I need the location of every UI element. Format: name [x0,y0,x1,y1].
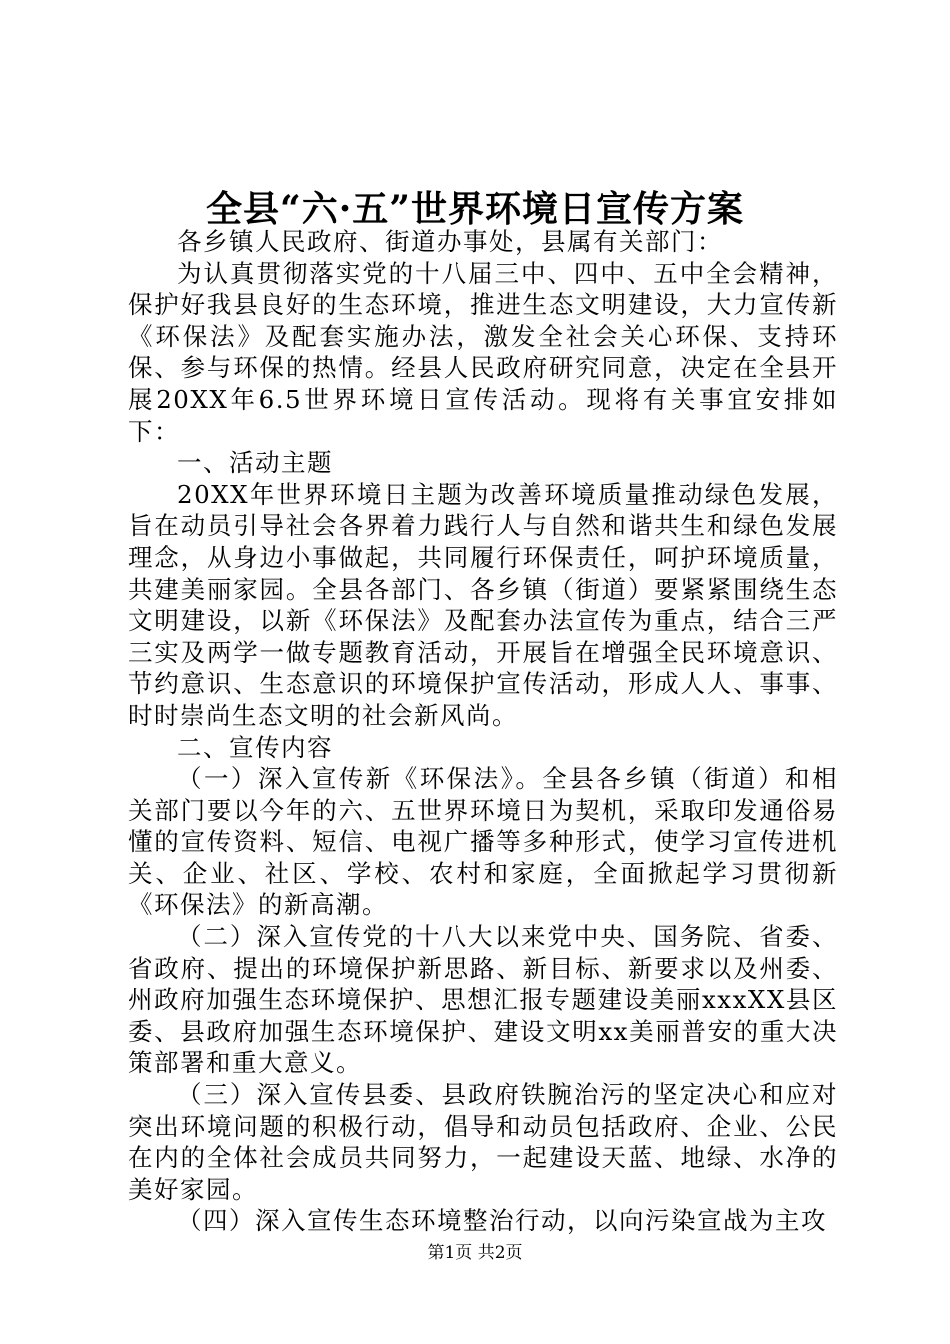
content-item-4: （四）深入宣传生态环境整治行动，以向污染宣战为主攻 [177,1206,827,1236]
theme-paragraph: 20XX年世界环境日主题为改善环境质量推动绿色发展，旨在动员引导社会各界着力践行人与自然和谐共生和绿色发展理念，从身边小事做起，共同履行环保责任，呵护环境质量，共建美丽家园。全县各部门、各乡镇（街道）要紧紧围绕生态文明建设，以新《环保法》及配套办法宣传为重点，结合三严三实及两学一做专题教育活动，开展旨在增强全民环境意识、节约意识、生态意识的环境保护宣传活动，形成人人、事事、时时崇尚生态文明的社会新风尚。 [128,479,838,730]
document-title: 全县“六·五”世界环境日宣传方案 [206,188,744,230]
content-item-2: （二）深入宣传党的十八大以来党中央、国务院、省委、省政府、提出的环境保护新思路、新目标、新要求以及州委、州政府加强生态环境保护、思想汇报专题建设美丽xxxXX县区委、县政府加强生态环境保护、建设文明xx美丽普安的重大决策部署和重大意义。 [128,922,838,1078]
page-footer: 第1页 共2页 [427,1243,523,1263]
section-heading-theme: 一、活动主题 [177,448,333,478]
section-heading-content: 二、宣传内容 [177,732,333,762]
document-body [128,226,838,1237]
content-item-1: （一）深入宣传新《环保法》。全县各乡镇（街道）和相关部门要以今年的六、五世界环境日为契机，采取印发通俗易懂的宣传资料、短信、电视广播等多种形式，使学习宣传进机关、企业、社区、学校、农村和家庭，全面掀起学习贯彻新《环保法》的新高潮。 [128,764,838,920]
intro-paragraph: 为认真贯彻落实党的十八届三中、四中、五中全会精神，保护好我县良好的生态环境，推进生态文明建设，大力宣传新《环保法》及配套实施办法，激发全社会关心环保、支持环保、参与环保的热情。经县人民政府研究同意，决定在全县开展20XX年6.5世界环境日宣传活动。现将有关事宜安排如下： [128,258,838,446]
content-item-3: （三）深入宣传县委、县政府铁腕治污的坚定决心和应对突出环境问题的积极行动，倡导和动员包括政府、企业、公民在内的全体社会成员共同努力，一起建设天蓝、地绿、水净的美好家园。 [128,1080,838,1204]
salutation-paragraph: 各乡镇人民政府、街道办事处，县属有关部门： [177,227,723,256]
